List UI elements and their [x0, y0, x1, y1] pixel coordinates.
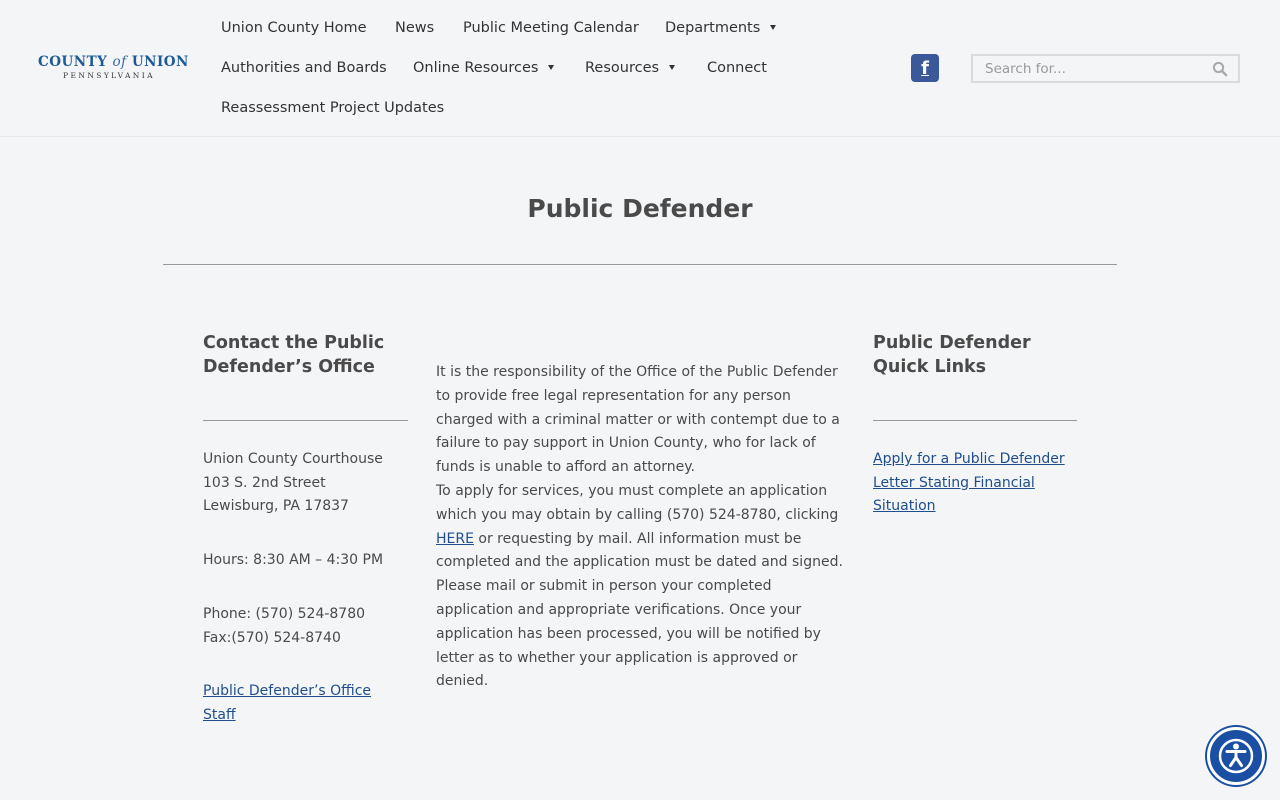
facebook-icon[interactable]: f — [911, 54, 939, 82]
page-title: Public Defender — [527, 194, 753, 223]
logo-subtitle: PENNSYLVANIA — [63, 71, 155, 80]
staff-link-wrap — [203, 680, 413, 727]
nav-resources-label: Resources — [585, 60, 660, 76]
contact-heading-line: Contact the Public — [203, 333, 385, 353]
contact-numbers — [203, 603, 413, 650]
nav-news[interactable]: News — [395, 20, 435, 36]
nav-reassessment-project-updates[interactable]: Reassessment Project Updates — [221, 100, 445, 116]
description-paragraph: It is the responsibility of the Office of the Public Defender to provide free legal representation for any person charged with a criminal matter or with contempt due to a failure to pay support in Union County, who for lack of funds is unable to afford an attorney. — [436, 364, 840, 476]
chevron-down-icon — [669, 65, 675, 70]
office-hours: Hours: 8:30 AM – 4:30 PM — [203, 552, 384, 568]
nav-departments-label: Departments — [665, 20, 761, 36]
title-divider — [163, 264, 1117, 265]
nav-connect[interactable]: Connect — [707, 60, 767, 76]
nav-public-meeting-calendar[interactable]: Public Meeting Calendar — [463, 20, 639, 36]
nav-resources[interactable] — [585, 58, 675, 78]
application-text: To apply for services, you must complete an application which you may obtain by calling (570) 524-8780, clicking — [436, 482, 839, 523]
quick-links-heading-line: Quick Links — [873, 357, 987, 377]
nav-home[interactable]: Union County Home — [221, 20, 367, 36]
chevron-down-icon — [548, 65, 554, 70]
chevron-down-icon — [770, 25, 776, 30]
site-logo[interactable] — [38, 54, 189, 84]
public-defender-description — [436, 361, 844, 694]
quick-links-heading — [873, 331, 1083, 379]
quick-link-line: Apply for a Public Defender — [873, 451, 1065, 467]
quick-links-divider — [873, 420, 1077, 421]
nav-online-resources[interactable] — [413, 58, 554, 78]
application-here-link[interactable]: HERE — [436, 530, 474, 547]
staff-link[interactable] — [203, 683, 371, 723]
apply-financial-letter-link[interactable] — [873, 451, 1065, 514]
application-text: or requesting by mail. All information must be completed and the application must be dated and signed. Please mail or submit in person your completed application and appropriate verifications. Once your application has been processed, you will be notified by letter as to whether your application is approved or denied. — [436, 530, 843, 690]
search-input[interactable] — [973, 56, 1205, 81]
address-line: 103 S. 2nd Street — [203, 474, 326, 491]
quick-link-line: Letter Stating Financial — [873, 474, 1035, 491]
fax-number: Fax:(570) 524-8740 — [203, 629, 341, 646]
logo-title: COUNTY of UNION — [38, 54, 189, 70]
search-icon[interactable] — [1212, 61, 1228, 77]
phone-number: Phone: (570) 524-8780 — [203, 606, 366, 622]
staff-link-line: Staff — [203, 706, 236, 723]
quick-link-wrap — [873, 448, 1088, 519]
search-box — [971, 54, 1240, 83]
contact-heading — [203, 331, 413, 379]
contact-divider — [203, 420, 408, 421]
nav-departments[interactable] — [665, 18, 776, 38]
accessibility-figure-icon — [1210, 730, 1262, 782]
nav-authorities-and-boards[interactable]: Authorities and Boards — [221, 60, 387, 76]
staff-link-line: Public Defender’s Office — [203, 683, 372, 699]
quick-link-line: Situation — [873, 498, 936, 515]
address — [203, 448, 413, 519]
address-line: Union County Courthouse — [203, 451, 383, 467]
site-header — [0, 0, 1280, 137]
application-paragraph — [436, 480, 844, 694]
contact-heading-line: Defender’s Office — [203, 357, 375, 377]
quick-links-heading-line: Public Defender — [873, 333, 1031, 353]
address-line: Lewisburg, PA 17837 — [203, 498, 349, 515]
accessibility-icon[interactable] — [1207, 727, 1265, 785]
nav-online-resources-label: Online Resources — [413, 60, 539, 76]
